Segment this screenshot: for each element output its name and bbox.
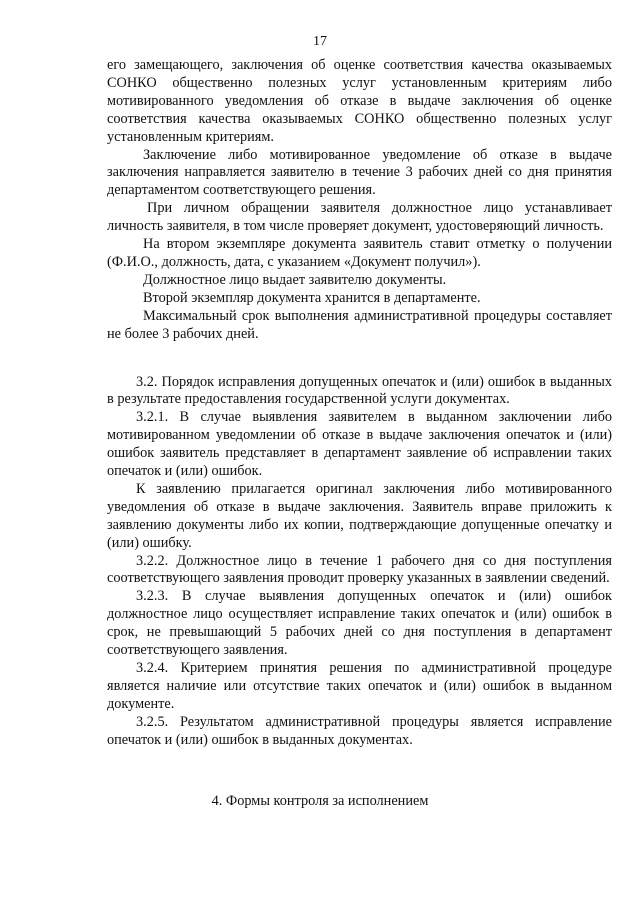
document-body [107, 57, 612, 750]
paragraph-gap [107, 344, 612, 374]
paragraph: При личном обращении заявителя должностное лицо устанавливает личность заявителя, в том числе проверяет документ, удостоверяющий личность. [107, 200, 612, 235]
paragraph: 3.2. Порядок исправления допущенных опечаток и (или) ошибок в выданных в результате предоставления государственной услуги документах. [107, 373, 612, 408]
paragraph: К заявлению прилагается оригинал заключения либо мотивированного уведомления об отказе в выдаче заключения. Заявитель вправе приложить к заявлению документы либо их копии, подтверждающие допущенные опечатку и (или) ошибку. [107, 480, 612, 551]
paragraph: 3.2.4. Критерием принятия решения по административной процедуре является наличие или отсутствие таких опечаток и (или) ошибок в выданном документе. [107, 660, 612, 712]
paragraph: его замещающего, заключения об оценке соответствия качества оказываемых СОНКО общественно полезных услуг установленным критериям либо мотивированного уведомления об отказе в выдаче заключения об оценке соответствия качества оказываемых СОНКО общественно полезных услуг установленным критериям. [107, 57, 612, 145]
paragraph: Второй экземпляр документа хранится в департаменте. [143, 289, 481, 306]
section-heading: 4. Формы контроля за исполнением [211, 793, 429, 809]
paragraph: Максимальный срок выполнения административной процедуры составляет не более 3 рабочих дней. [107, 307, 612, 342]
paragraph: 3.2.3. В случае выявления допущенных опечаток и (или) ошибок должностное лицо осуществляет исправление таких опечаток и (или) ошибок в срок, не превышающий 5 рабочих дней со дня поступления в департамент соответствующего заявления. [107, 588, 612, 659]
paragraph: 3.2.2. Должностное лицо в течение 1 рабочего дня со дня поступления соответствующего заявления проводит проверку указанных в заявлении сведений. [107, 552, 612, 587]
paragraph: 3.2.1. В случае выявления заявителем в выданном заключении либо мотивированном уведомлении об отказе в выдаче заключения опечаток и (или) ошибок заявитель представляет в департамент заявление об исправлении таких опечаток и (или) ошибок. [107, 409, 612, 480]
paragraph: Заключение либо мотивированное уведомление об отказе в выдаче заключения направляется заявителю в течение 3 рабочих дней со дня принятия департаментом соответствующего решения. [107, 146, 612, 199]
page-number: 17 [313, 34, 327, 49]
paragraph: На втором экземпляре документа заявитель ставит отметку о получении (Ф.И.О., должность, дата, с указанием «Документ получил»). [107, 236, 612, 270]
paragraph: 3.2.5. Результатом административной процедуры является исправление опечаток и (или) ошибок в выданных документах. [107, 713, 612, 748]
paragraph: Должностное лицо выдает заявителю документы. [143, 271, 447, 288]
